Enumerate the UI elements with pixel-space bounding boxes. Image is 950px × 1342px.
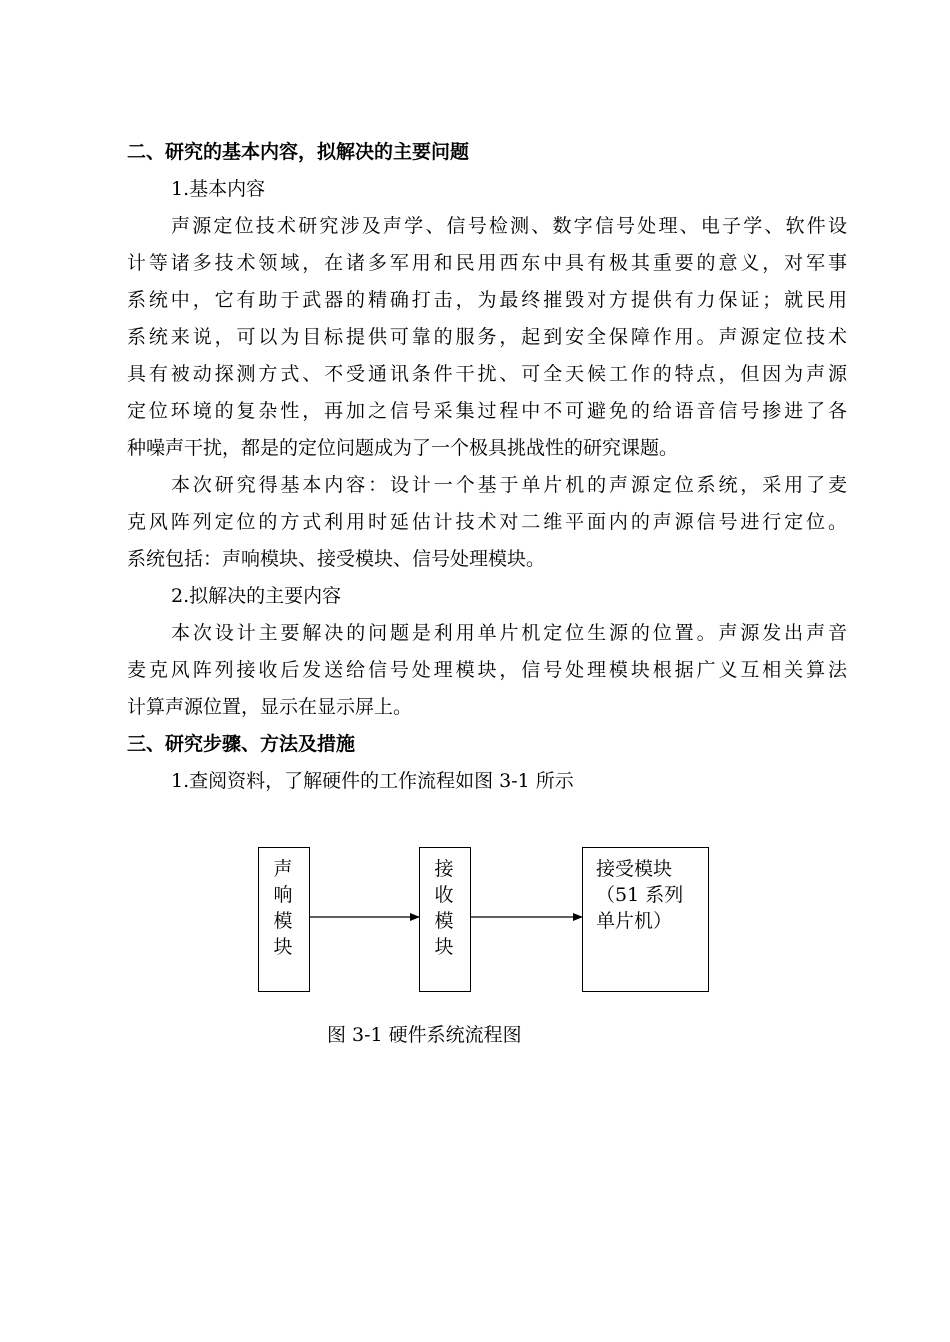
paragraph-line: 计等诸多技术领域，在诸多军用和民用西东中具有极其重要的意义，对军事 (127, 252, 847, 274)
paragraph-line: 具有被动探测方式、不受通讯条件干扰、可全天候工作的特点，但因为声源 (127, 363, 847, 385)
section-3-heading: 三、研究步骤、方法及措施 (127, 733, 356, 755)
subheading-consult-materials: 1.查阅资料，了解硬件的工作流程如图 3-1 所示 (171, 770, 574, 792)
paragraph-line: 系统包括：声响模块、接受模块、信号处理模块。 (127, 548, 546, 570)
paragraph-line: 系统中，它有助于武器的精确打击，为最终摧毁对方提供有力保证；就民用 (127, 289, 847, 311)
paragraph-line: 克风阵列定位的方式利用时延估计技术对二维平面内的声源信号进行定位。 (127, 511, 847, 533)
paragraph-line: 本次研究得基本内容：设计一个基于单片机的声源定位系统，采用了麦 (171, 474, 847, 496)
paragraph-line: 系统来说，可以为目标提供可靠的服务，起到安全保障作用。声源定位技术 (127, 326, 847, 348)
box-label-line: 块 (434, 936, 454, 958)
box-label-line: 单片机） (596, 910, 673, 932)
box-label-line: 收 (434, 884, 454, 906)
figure-caption: 图 3-1 硬件系统流程图 (327, 1024, 522, 1046)
box-label-line: 接受模块 (596, 858, 673, 880)
paragraph-line: 本次设计主要解决的问题是利用单片机定位生源的位置。声源发出声音 (171, 622, 847, 644)
box-label-line: 响 (273, 884, 293, 906)
paragraph-line: 计算声源位置，显示在显示屏上。 (127, 696, 413, 718)
paragraph-line: 定位环境的复杂性，再加之信号采集过程中不可避免的给语音信号掺进了各 (127, 400, 847, 422)
box-label-line: 块 (273, 936, 293, 958)
box-label-line: 模 (434, 910, 454, 932)
paragraph-line: 种噪声干扰，都是的定位问题成为了一个极具挑战性的研究课题。 (127, 437, 679, 459)
subheading-basic-content: 1.基本内容 (171, 178, 266, 200)
box-label-line: （51 系列 (596, 884, 684, 906)
paragraph-line: 麦克风阵列接收后发送给信号处理模块，信号处理模块根据广义互相关算法 (127, 659, 847, 681)
box-label-line: 声 (273, 858, 293, 880)
box-label-line: 模 (273, 910, 293, 932)
section-2-heading: 二、研究的基本内容，拟解决的主要问题 (127, 141, 470, 163)
subheading-main-problems: 2.拟解决的主要内容 (171, 585, 342, 607)
paragraph-line: 声源定位技术研究涉及声学、信号检测、数字信号处理、电子学、软件设 (171, 215, 847, 237)
box-label-line: 接 (434, 858, 454, 880)
